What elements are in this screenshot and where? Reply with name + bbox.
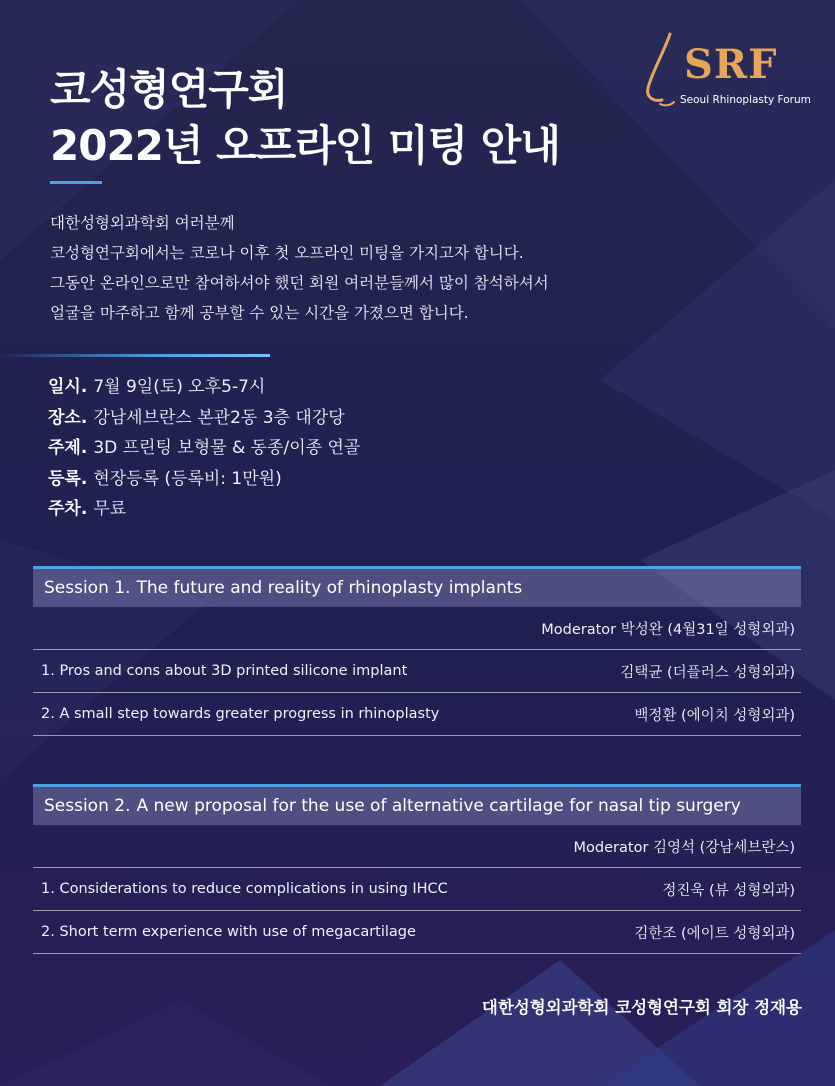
logo-subtitle: Seoul Rhinoplasty Forum	[680, 94, 811, 106]
detail-registration	[48, 464, 360, 495]
talk-row	[33, 911, 801, 954]
talk-row	[33, 650, 801, 693]
intro-line: 대한성형외과학회 여러분께	[50, 214, 235, 232]
detail-label: 일시.	[48, 377, 88, 397]
talk-row	[33, 868, 801, 911]
detail-label: 주제.	[48, 438, 88, 458]
moderator: Moderator 박성완 (4월31일 성형외과)	[541, 621, 795, 638]
talk-title: 1. Considerations to reduce complications in using IHCC	[41, 881, 448, 897]
srf-logo	[640, 30, 820, 120]
intro-line: 얼굴을 마주하고 함께 공부할 수 있는 시간을 가졌으면 합니다.	[50, 304, 469, 322]
detail-label: 장소.	[48, 407, 88, 428]
detail-value: 강남세브란스 본관2동 3층 대강당	[93, 407, 345, 428]
detail-label: 등록.	[48, 468, 88, 489]
talk-row	[33, 693, 801, 736]
moderator-row	[33, 607, 801, 650]
speaker: 백정환 (에이치 성형외과)	[634, 707, 795, 724]
detail-label: 주차.	[48, 499, 88, 519]
detail-value: 무료	[93, 499, 127, 519]
nose-profile-icon	[642, 32, 682, 112]
session-header	[33, 784, 801, 825]
divider-line	[0, 354, 270, 357]
title-line-1: 코성형연구회	[50, 65, 288, 114]
talk-title: 1. Pros and cons about 3D printed silicone implant	[41, 663, 408, 679]
session-title: A new proposal for the use of alternative cartilage for nasal tip surgery	[136, 796, 741, 816]
detail-value: 7월 9일(토) 오후5-7시	[93, 377, 266, 397]
moderator-row	[33, 825, 801, 868]
talk-title: 2. A small step towards greater progress in rhinoplasty	[41, 706, 440, 722]
intro-line: 코성형연구회에서는 코로나 이후 첫 오프라인 미팅을 가지고자 합니다.	[50, 244, 524, 262]
logo-text: SRF	[684, 41, 778, 88]
moderator: Moderator 김영석 (강남세브란스)	[573, 839, 795, 856]
session-title: The future and reality of rhinoplasty implants	[136, 578, 523, 598]
session-label: Session 2.	[44, 796, 131, 816]
detail-parking	[48, 494, 360, 525]
detail-topic	[48, 433, 360, 464]
session-1	[33, 566, 801, 736]
detail-value: 3D 프린팅 보형물 & 동종/이종 연골	[93, 438, 361, 458]
speaker: 김한조 (에이트 성형외과)	[634, 925, 795, 942]
intro-text	[50, 208, 770, 328]
speaker: 정진욱 (뷰 성형외과)	[662, 882, 795, 899]
talk-title: 2. Short term experience with use of megacartilage	[41, 924, 416, 940]
speaker: 김택균 (더플러스 성형외과)	[620, 664, 795, 681]
intro-line: 그동안 온라인으로만 참여하셔야 했던 회원 여러분들께서 많이 참석하셔서	[50, 274, 549, 292]
session-header	[33, 566, 801, 607]
page-title	[50, 62, 560, 174]
accent-line	[50, 181, 102, 184]
session-label: Session 1.	[44, 578, 131, 598]
detail-date	[48, 372, 360, 403]
detail-value: 현장등록 (등록비: 1만원)	[93, 468, 282, 489]
session-2	[33, 784, 801, 954]
title-line-2: 2022년 오프라인 미팅 안내	[50, 121, 560, 170]
event-details	[48, 372, 360, 525]
footer-signature: 대한성형외과학회 코성형연구회 회장 정재용	[481, 998, 802, 1017]
detail-location	[48, 403, 360, 434]
